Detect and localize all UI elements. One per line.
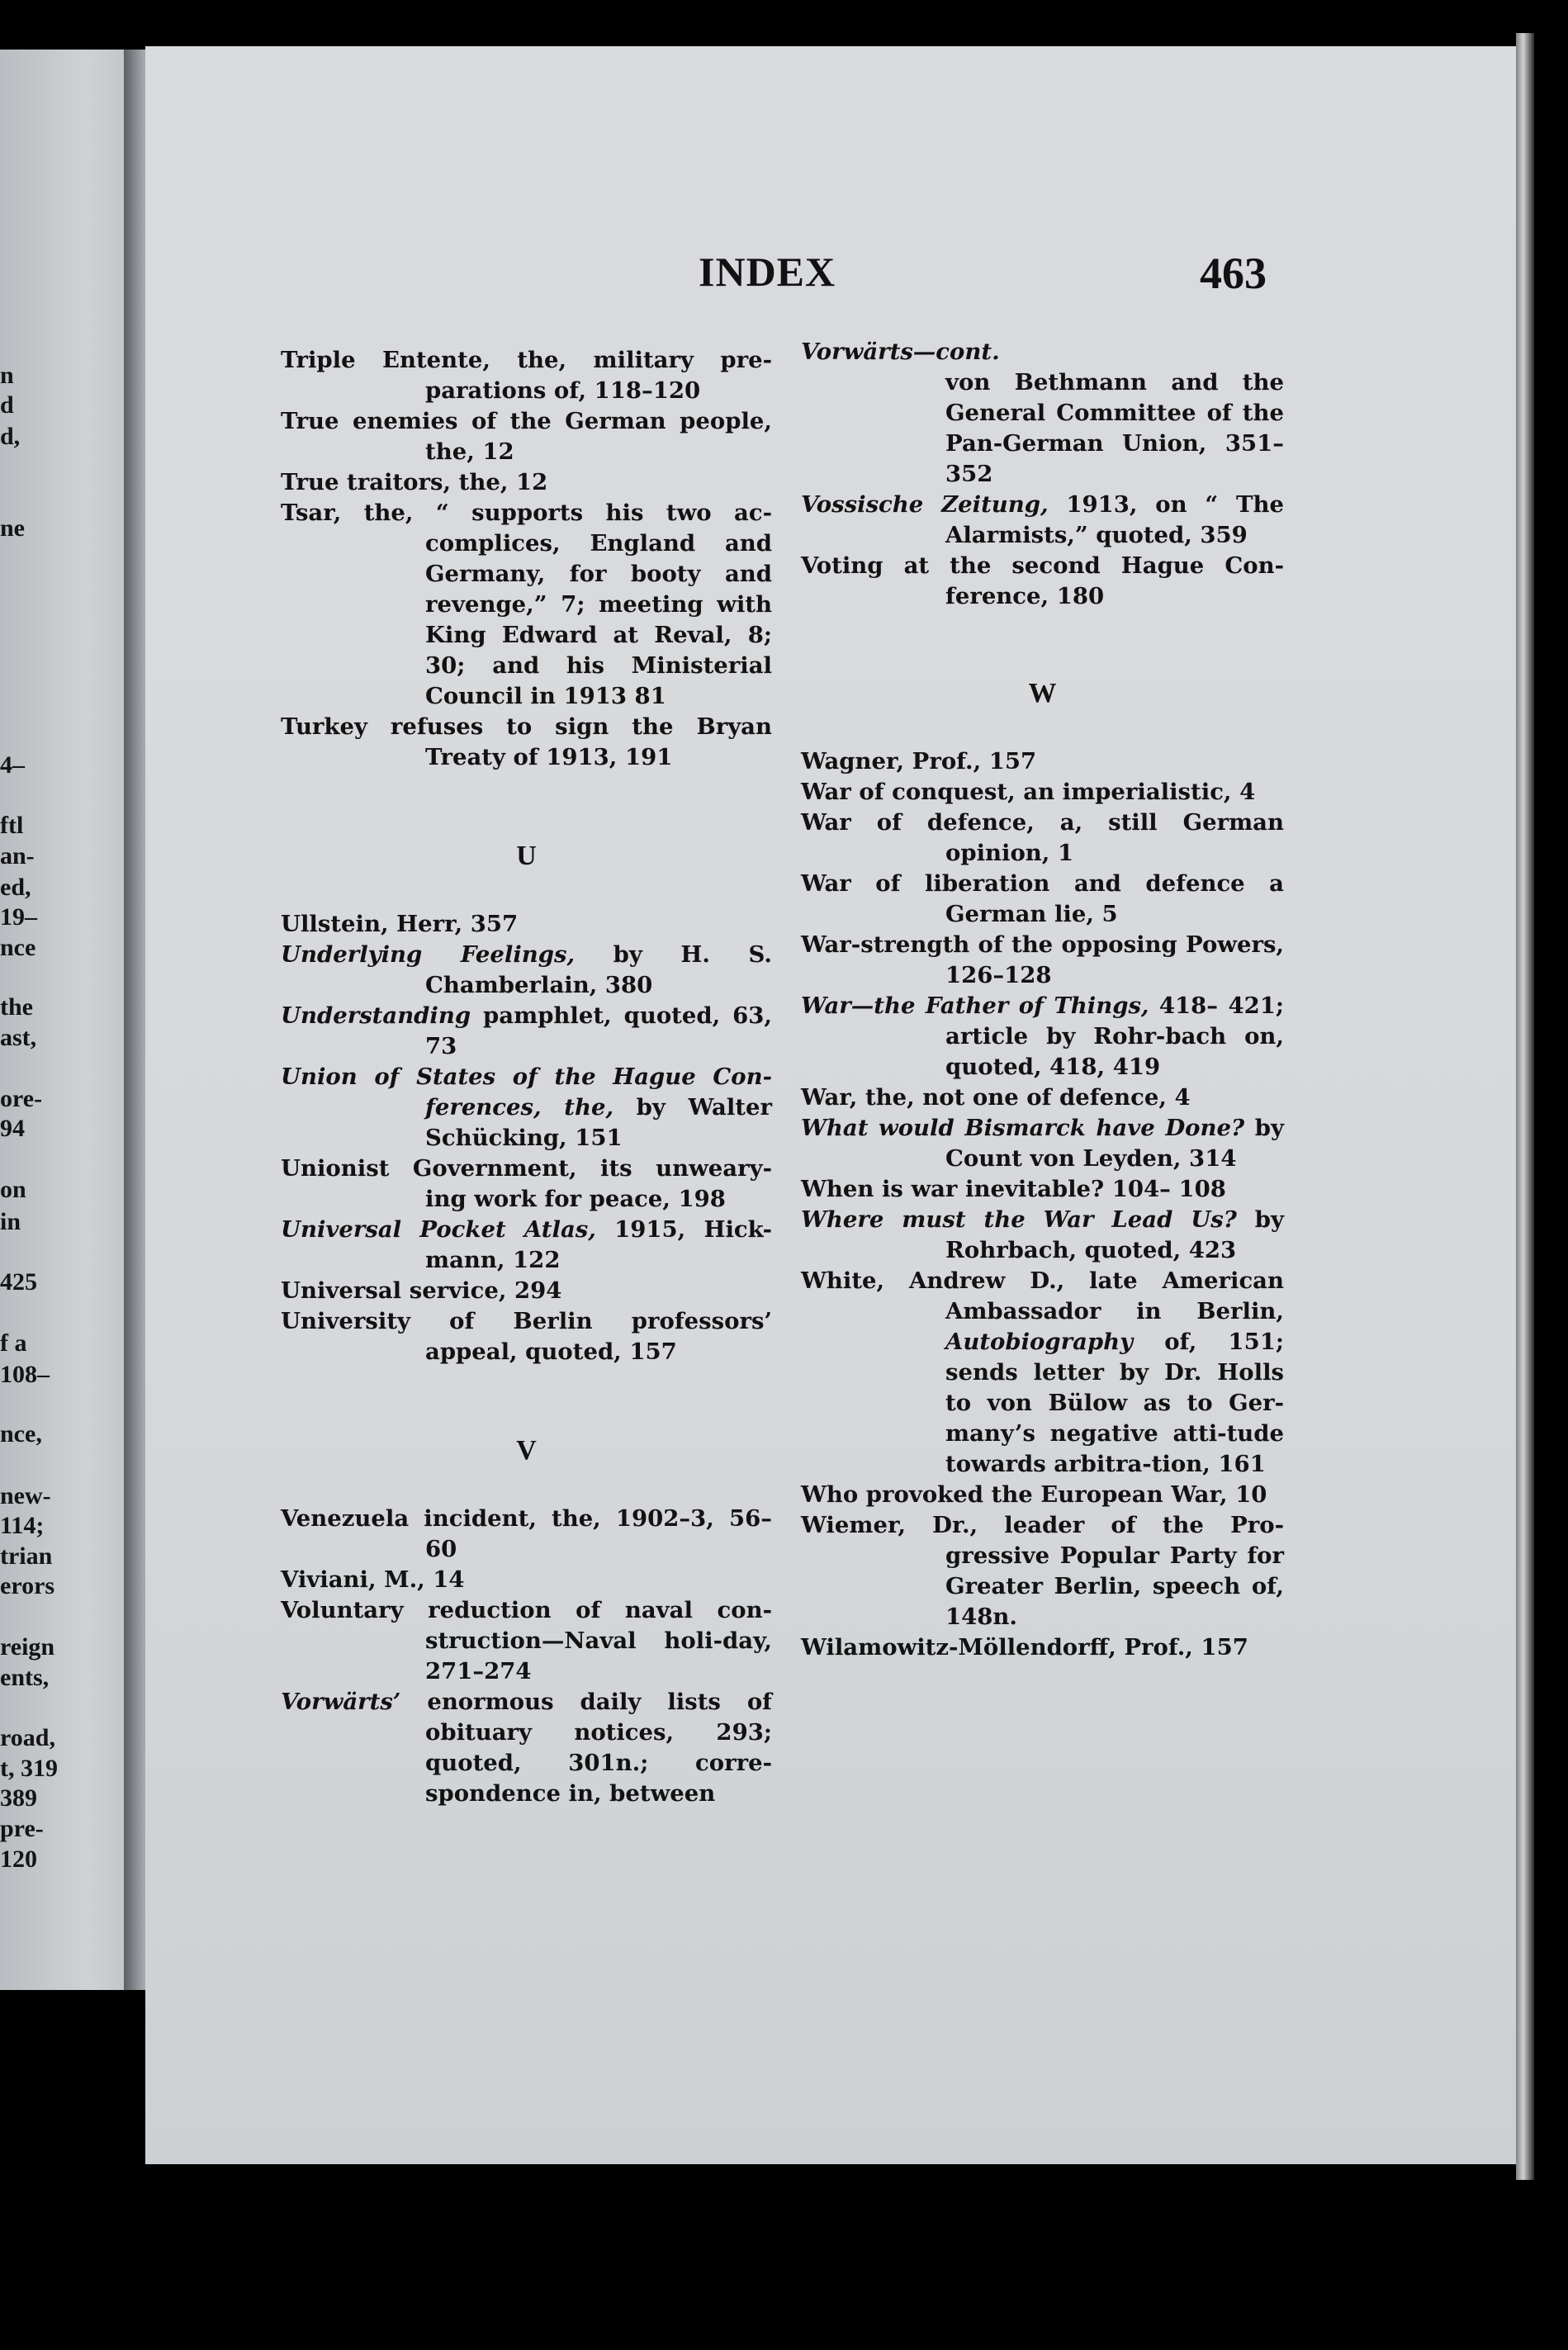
- entry-text: 418–: [1149, 993, 1219, 1019]
- index-entry: [801, 1113, 1284, 1174]
- margin-fragment: on: [0, 1176, 26, 1203]
- margin-fragment: new-: [0, 1482, 51, 1509]
- margin-fragment: d,: [0, 423, 21, 450]
- entry-text: 63, 73: [425, 1002, 772, 1059]
- index-entry: [281, 1276, 772, 1306]
- entry-text: Universal service, 294: [281, 1277, 562, 1304]
- index-entry: [801, 869, 1284, 930]
- previous-page-edge: [0, 50, 124, 1990]
- entry-text: Wiemer, Dr., leader of the Pro-: [801, 1512, 1284, 1538]
- margin-fragment: ast,: [0, 1024, 37, 1051]
- index-entry: [801, 808, 1284, 869]
- margin-fragment: d: [0, 391, 14, 419]
- entry-text: the, 12: [425, 438, 514, 465]
- entry-text: War of liberation and defence a: [801, 870, 1284, 897]
- entry-text: parations of, 118–120: [425, 377, 701, 404]
- entry-text: When is war inevitable? 104–: [801, 1176, 1171, 1202]
- index-entry: [281, 1306, 772, 1367]
- entry-text: War of defence, a, still German: [801, 809, 1284, 836]
- entry-text: Unionist Government, its unweary-: [281, 1155, 772, 1182]
- margin-fragment: 19–: [0, 903, 37, 931]
- page-right-edge: [1516, 33, 1534, 2180]
- margin-fragment: 114;: [0, 1512, 45, 1539]
- italic-title: Universal Pocket Atlas,: [281, 1216, 596, 1243]
- entry-text: War of conquest, an imperialistic, 4: [801, 779, 1256, 805]
- entry-text: Triple Entente, the, military pre-: [281, 347, 772, 373]
- margin-fragment: 425: [0, 1268, 37, 1296]
- entry-text: ference, 180: [945, 583, 1105, 609]
- entry-text: obituary notices, 293; quoted, 301n.; corre-spondence in, between: [425, 1719, 772, 1807]
- entry-text: 10: [1235, 1481, 1267, 1508]
- page-title: INDEX: [699, 249, 836, 295]
- entry-text: Who provoked the European War,: [801, 1481, 1228, 1508]
- margin-fragment: 94: [0, 1115, 25, 1142]
- margin-fragment: t, 319: [0, 1755, 58, 1782]
- index-entry: [281, 467, 772, 498]
- entry-text: 56–60: [425, 1505, 772, 1562]
- margin-fragment: in: [0, 1208, 21, 1235]
- entry-text: True traitors, the, 12: [281, 469, 548, 495]
- entry-text: by Count von Leyden, 314: [945, 1115, 1284, 1172]
- index-entry: [801, 1266, 1284, 1480]
- margin-fragment: ore-: [0, 1085, 43, 1112]
- section-letter: V: [516, 1435, 537, 1466]
- index-entry: [801, 991, 1284, 1083]
- italic-title: Union of States of the Hague Con-: [281, 1064, 772, 1090]
- italic-title: Vorwärts—cont.: [801, 339, 1000, 365]
- italic-title: Vossische Zeitung,: [801, 491, 1049, 518]
- entry-text: opinion, 1: [945, 840, 1074, 866]
- entry-text: by Rohrbach, quoted, 423: [945, 1206, 1284, 1263]
- margin-fragment: ftl: [0, 812, 24, 839]
- italic-title: Vorwärts’: [281, 1689, 401, 1715]
- entry-text: University of Berlin professors’: [281, 1308, 772, 1334]
- entry-text: Turkey refuses to sign the Bryan: [281, 713, 772, 740]
- section-letter: W: [1028, 678, 1057, 708]
- index-column-left: [281, 345, 772, 1809]
- entry-text: Wilamowitz-Möllendorff, Prof., 157: [801, 1634, 1248, 1661]
- index-entry: [281, 712, 772, 773]
- margin-fragment: the: [0, 993, 33, 1021]
- margin-fragment: 120: [0, 1845, 37, 1873]
- entry-text: of, 151; sends letter by Dr. Holls to von Bülow as to Ger-many’s negative atti-tude towards arbitra-tion, 161: [945, 1329, 1284, 1477]
- entry-text: Voluntary reduction of naval con-: [281, 1597, 772, 1623]
- entry-text: 108: [1178, 1176, 1226, 1202]
- entry-text: Alarmists,” quoted, 359: [945, 522, 1248, 548]
- index-column-right: [801, 337, 1284, 1663]
- entry-text: by H. S.: [575, 941, 772, 968]
- margin-fragment: nce: [0, 934, 36, 961]
- index-entry: [281, 1504, 772, 1565]
- entry-text: Treaty of 1913, 191: [425, 744, 673, 770]
- index-entry: [801, 746, 1284, 777]
- continued-heading: [801, 337, 1284, 367]
- index-entry: [801, 1083, 1284, 1113]
- margin-fragment: an-: [0, 842, 35, 869]
- italic-title: What would Bismarck have Done?: [801, 1115, 1245, 1141]
- index-entry: [801, 777, 1284, 808]
- index-entry: [281, 406, 772, 467]
- index-entry: [801, 490, 1284, 551]
- index-entry: [281, 1565, 772, 1595]
- index-entry: [281, 909, 772, 940]
- index-entry: [281, 1062, 772, 1154]
- italic-title: Autobiography: [945, 1329, 1134, 1355]
- margin-fragment: 4–: [0, 751, 25, 779]
- margin-fragment: ne: [0, 514, 25, 542]
- entry-text: 421; article by Rohr-bach on, quoted, 418, 419: [945, 993, 1285, 1080]
- italic-title: Understanding: [281, 1002, 471, 1029]
- entry-text: Venezuela incident, the, 1902–3,: [281, 1505, 714, 1532]
- margin-fragment: nce,: [0, 1420, 42, 1447]
- entry-text: Ambassador in Berlin,: [945, 1298, 1284, 1324]
- index-entry: [281, 1154, 772, 1215]
- entry-text: ing work for peace, 198: [425, 1186, 726, 1212]
- margin-fragment: road,: [0, 1724, 55, 1751]
- entry-text: enormous daily lists of: [400, 1689, 772, 1715]
- index-entry: [801, 1174, 1284, 1205]
- italic-title: Underlying Feelings,: [281, 941, 576, 968]
- index-entry: [281, 1215, 772, 1276]
- margin-fragment: ents,: [0, 1664, 50, 1691]
- entry-text: Tsar, the, “ supports his two ac-: [281, 500, 772, 526]
- entry-text: Chamberlain, 380: [425, 972, 653, 998]
- index-entry: [281, 1595, 772, 1687]
- entry-text: German lie, 5: [945, 901, 1118, 927]
- entry-text: War, the, not one of defence, 4: [801, 1084, 1191, 1111]
- section-letter: U: [516, 841, 537, 871]
- entry-text: Powers, 126–128: [945, 931, 1284, 988]
- index-entry: [801, 1480, 1284, 1510]
- margin-fragment: erors: [0, 1572, 55, 1599]
- entry-text: appeal, quoted, 157: [425, 1338, 677, 1365]
- margin-fragment: n: [0, 362, 14, 389]
- index-entry: [281, 1001, 772, 1062]
- entry-text: Ullstein, Herr, 357: [281, 911, 519, 937]
- entry-text: 1915, Hick-: [595, 1216, 772, 1243]
- margin-fragment: trian: [0, 1542, 53, 1570]
- entry-text: pamphlet, quoted,: [471, 1002, 721, 1029]
- index-entry: [281, 498, 772, 712]
- entry-text: mann, 122: [425, 1247, 561, 1273]
- margin-fragment: reign: [0, 1633, 55, 1661]
- entry-text: War-strength of the opposing: [801, 931, 1177, 958]
- margin-fragment: f a: [0, 1329, 27, 1357]
- entry-text: complices, England and Germany, for booty and revenge,” 7; meeting with King Edward at Reval, 8; 30; and his Ministerial Council in 1913 81: [425, 530, 772, 709]
- index-entry: [801, 551, 1284, 612]
- italic-title: War—the Father of Things,: [801, 993, 1149, 1019]
- entry-text: von Bethmann and the General Committee of the Pan-German Union, 351–352: [945, 369, 1284, 487]
- index-entry: [281, 940, 772, 1001]
- margin-fragment: ed,: [0, 874, 31, 901]
- entry-text: True enemies of the German people,: [281, 408, 772, 434]
- italic-title: Where must the War Lead Us?: [801, 1206, 1237, 1233]
- italic-title: ferences, the,: [425, 1094, 614, 1121]
- index-entry: [801, 1632, 1284, 1663]
- entry-text: Viviani, M., 14: [281, 1566, 465, 1593]
- index-entry: [801, 1510, 1284, 1632]
- entry-text: Wagner, Prof., 157: [801, 748, 1037, 775]
- entry-text: gressive Popular Party for Greater Berlin, speech of, 148n.: [945, 1542, 1284, 1630]
- page-number: 463: [1200, 249, 1267, 298]
- entry-text: White, Andrew D., late American: [801, 1267, 1284, 1294]
- margin-fragment: 108–: [0, 1361, 50, 1388]
- index-entry: [801, 930, 1284, 991]
- entry-text: struction—Naval holi-day, 271–274: [425, 1627, 772, 1684]
- entry-text: 1913, on “ The: [1048, 491, 1284, 518]
- entry-text: Voting at the second Hague Con-: [801, 552, 1284, 579]
- entry-text: by Walter Schücking, 151: [425, 1094, 772, 1151]
- continued-text: [801, 367, 1284, 490]
- index-entry: [801, 1205, 1284, 1266]
- index-entry: [281, 1687, 772, 1809]
- margin-fragment: pre-: [0, 1815, 44, 1842]
- margin-fragment: 389: [0, 1784, 37, 1812]
- index-entry: [281, 345, 772, 406]
